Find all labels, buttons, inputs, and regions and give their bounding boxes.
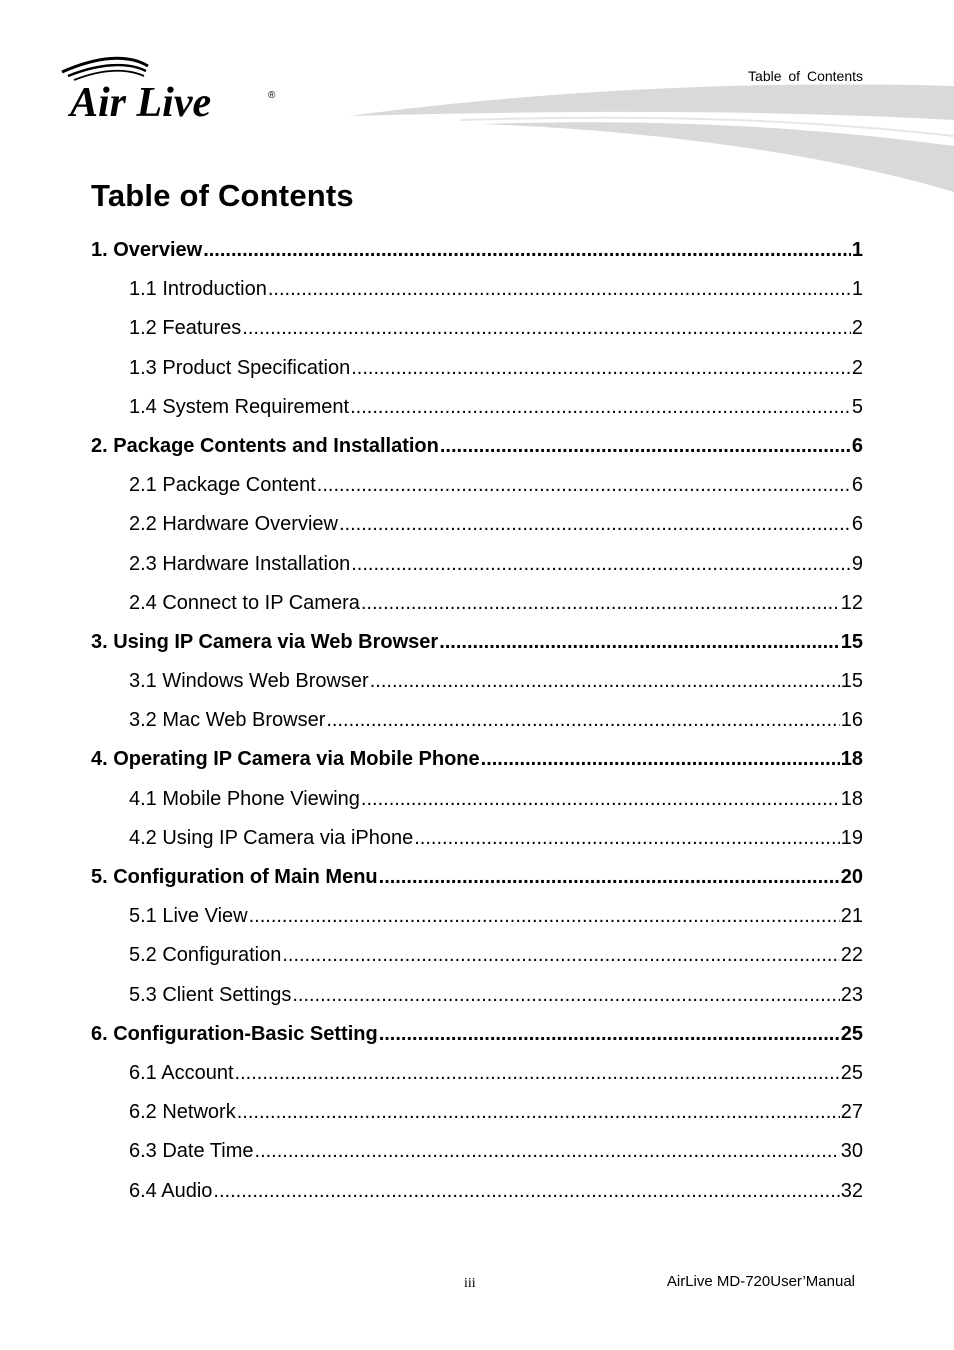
toc-dot-leader (414, 819, 840, 858)
toc-dot-leader (203, 231, 851, 270)
toc-entry-page-number: 20 (840, 866, 863, 888)
toc-section-entry[interactable] (91, 936, 863, 975)
toc-dot-leader (361, 780, 840, 819)
toc-section-entry[interactable] (91, 780, 863, 819)
toc-entry-page-number: 30 (840, 1140, 863, 1163)
toc-section-entry[interactable] (91, 309, 863, 348)
toc-entry-label: 6.1 Account (129, 1061, 234, 1084)
footer-manual-title: AirLive MD-720User’Manual (666, 1273, 855, 1290)
logo-wordmark: Air Live (70, 80, 212, 126)
toc-entry-label: 1.2 Features (129, 317, 242, 340)
toc-entry-page-number: 25 (840, 1061, 863, 1084)
toc-entry-page-number: 2 (851, 317, 863, 340)
toc-entry-page-number: 5 (851, 395, 863, 418)
toc-section-entry[interactable] (91, 976, 863, 1015)
toc-dot-leader (379, 1015, 840, 1054)
header-swoosh-decoration (340, 80, 954, 200)
toc-dot-leader (326, 701, 839, 740)
toc-dot-leader (268, 270, 851, 309)
toc-entry-label: 2.1 Package Content (129, 474, 316, 497)
toc-entry-page-number: 1 (851, 239, 863, 261)
toc-dot-leader (242, 309, 851, 348)
toc-entry-page-number: 18 (840, 787, 863, 810)
toc-entry-label: 5.3 Client Settings (129, 983, 292, 1006)
toc-entry-label: 4.2 Using IP Camera via iPhone (129, 826, 414, 849)
toc-section-entry[interactable] (91, 701, 863, 740)
toc-dot-leader (361, 584, 840, 623)
toc-entry-page-number: 6 (851, 474, 863, 497)
toc-entry-page-number: 6 (851, 513, 863, 536)
toc-dot-leader (481, 740, 840, 779)
toc-chapter-entry[interactable] (91, 1015, 863, 1054)
toc-dot-leader (237, 1093, 840, 1132)
airlive-logo (58, 56, 288, 126)
toc-section-entry[interactable] (91, 270, 863, 309)
toc-entry-page-number: 1 (851, 278, 863, 301)
svg-text:®: ® (268, 90, 276, 101)
toc-entry-label: 5.1 Live View (129, 905, 248, 928)
toc-entry-label: 3.1 Windows Web Browser (129, 670, 369, 693)
toc-entry-label: 2.4 Connect to IP Camera (129, 591, 360, 614)
toc-entry-page-number: 6 (851, 434, 863, 457)
toc-entry-page-number: 23 (840, 983, 863, 1006)
toc-entry-page-number: 16 (840, 709, 863, 732)
toc-section-entry[interactable] (91, 388, 863, 427)
toc-section-entry[interactable] (91, 584, 863, 623)
toc-dot-leader (255, 1132, 840, 1171)
toc-entry-label: 6.3 Date Time (129, 1140, 254, 1163)
toc-dot-leader (439, 623, 840, 662)
toc-chapter-entry[interactable] (91, 858, 863, 897)
toc-chapter-entry[interactable] (91, 623, 863, 662)
toc-section-entry[interactable] (91, 349, 863, 388)
toc-entry-label: 4.1 Mobile Phone Viewing (129, 787, 360, 810)
toc-dot-leader (379, 858, 840, 897)
toc-dot-leader (317, 466, 851, 505)
page-title: Table of Contents (91, 178, 354, 213)
toc-section-entry[interactable] (91, 505, 863, 544)
toc-entry-page-number: 21 (840, 905, 863, 928)
table-of-contents (91, 231, 863, 1211)
toc-dot-leader (351, 545, 851, 584)
toc-entry-label: 6. Configuration-Basic Setting (91, 1022, 378, 1045)
toc-dot-leader (249, 897, 840, 936)
running-header: Table of Contents (748, 68, 863, 84)
toc-dot-leader (370, 662, 840, 701)
toc-section-entry[interactable] (91, 819, 863, 858)
toc-section-entry[interactable] (91, 1093, 863, 1132)
toc-entry-label: 1. Overview (91, 239, 203, 261)
toc-entry-page-number: 2 (851, 356, 863, 379)
toc-entry-label: 6.4 Audio (129, 1179, 213, 1202)
toc-dot-leader (282, 936, 839, 975)
toc-entry-page-number: 18 (840, 748, 863, 771)
toc-entry-label: 5.2 Configuration (129, 944, 282, 967)
toc-dot-leader (440, 427, 851, 466)
toc-section-entry[interactable] (91, 1172, 863, 1211)
toc-entry-page-number: 15 (840, 630, 863, 653)
toc-entry-page-number: 9 (851, 552, 863, 575)
toc-dot-leader (339, 505, 851, 544)
toc-entry-label: 6.2 Network (129, 1101, 236, 1124)
toc-section-entry[interactable] (91, 466, 863, 505)
toc-entry-label: 2.3 Hardware Installation (129, 552, 351, 575)
toc-dot-leader (235, 1054, 840, 1093)
toc-entry-label: 3.2 Mac Web Browser (129, 709, 326, 732)
toc-chapter-entry[interactable] (91, 231, 863, 270)
toc-entry-label: 2.2 Hardware Overview (129, 513, 338, 536)
toc-entry-label: 2. Package Contents and Installation (91, 434, 439, 457)
toc-section-entry[interactable] (91, 662, 863, 701)
toc-entry-page-number: 15 (840, 670, 863, 693)
toc-dot-leader (292, 976, 839, 1015)
toc-entry-page-number: 22 (840, 944, 863, 967)
toc-entry-page-number: 19 (840, 826, 863, 849)
toc-entry-page-number: 25 (840, 1022, 863, 1045)
toc-entry-label: 1.3 Product Specification (129, 356, 351, 379)
toc-chapter-entry[interactable] (91, 427, 863, 466)
toc-entry-label: 5. Configuration of Main Menu (91, 866, 378, 888)
toc-entry-label: 1.1 Introduction (129, 278, 267, 301)
toc-entry-label: 3. Using IP Camera via Web Browser (91, 630, 439, 653)
toc-dot-leader (350, 388, 851, 427)
toc-section-entry[interactable] (91, 545, 863, 584)
toc-entry-label: 4. Operating IP Camera via Mobile Phone (91, 748, 480, 771)
toc-entry-label: 1.4 System Requirement (129, 395, 350, 418)
toc-dot-leader (351, 349, 851, 388)
toc-entry-page-number: 12 (840, 591, 863, 614)
toc-section-entry[interactable] (91, 1132, 863, 1171)
toc-entry-page-number: 32 (840, 1179, 863, 1202)
toc-chapter-entry[interactable] (91, 740, 863, 779)
toc-section-entry[interactable] (91, 1054, 863, 1093)
toc-entry-page-number: 27 (840, 1101, 863, 1124)
toc-dot-leader (213, 1172, 839, 1211)
footer-page-number: iii (464, 1276, 476, 1291)
toc-section-entry[interactable] (91, 897, 863, 936)
